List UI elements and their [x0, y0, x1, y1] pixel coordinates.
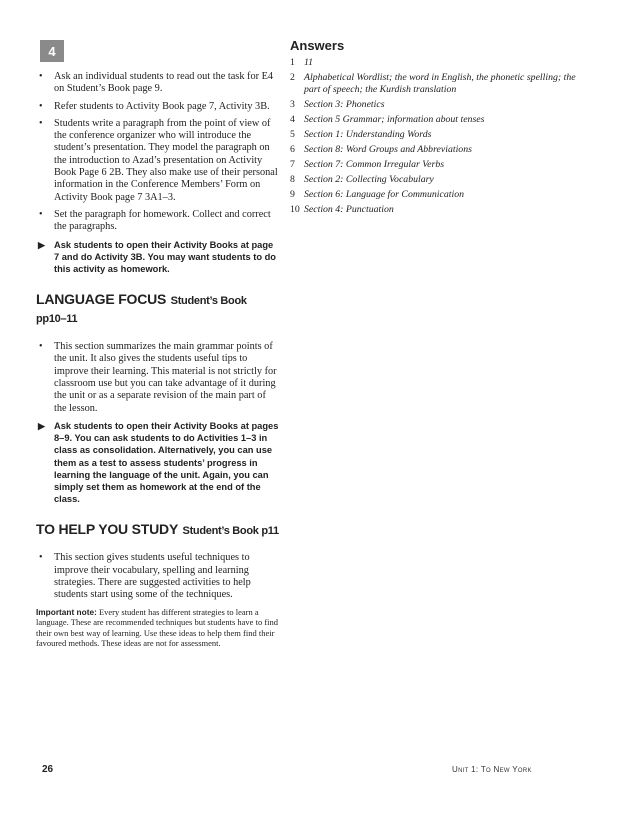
- bullet-text: This section summarizes the main grammar points of the unit. It also gives the students useful tips to improve their learning. This material is not strictly for classroom use but you can take advantage of it during the unit or as a separate revision of the main part of the lesson.: [54, 341, 277, 414]
- list-item: [290, 144, 590, 156]
- answer-number: 6: [290, 144, 295, 155]
- bullet-text: Set the paragraph for homework. Collect and correct the paragraphs.: [54, 208, 271, 233]
- page-number: 26: [42, 764, 54, 775]
- answer-text: Alphabetical Wordlist; the word in English, the phonetic spelling; the part of speech; the Kurdish translation: [304, 72, 576, 95]
- answer-text: Section 5 Grammar; information about tenses: [304, 114, 485, 125]
- language-focus-heading: [36, 291, 280, 327]
- language-focus-instruction: [36, 420, 280, 505]
- answer-number: 8: [290, 174, 295, 185]
- heading-text: TO HELP YOU STUDY: [36, 521, 179, 538]
- bullet-text: Students write a paragraph from the point of view of the conference organizer who will introduce the student’s presentation. They model the paragraph on the introduction to Azad’s presentation on Activity Book Page 6 2B. They also make use of their personal information in the Conference Members’ Form on Activity Book page 7 3A1–3.: [54, 117, 278, 203]
- answers-column: [290, 38, 590, 219]
- answer-number: 4: [290, 114, 295, 125]
- answer-number: 9: [290, 189, 295, 200]
- language-focus-section: [36, 291, 280, 505]
- heading-text: LANGUAGE FOCUS: [36, 291, 167, 308]
- bullet-text: This section gives students useful techniques to improve their vocabulary, spelling and learning strategies. There are suggested activities to help students start using some of the techniques.: [54, 552, 251, 601]
- heading-pages: pp10–11: [36, 313, 78, 326]
- bullet-icon: •: [39, 341, 43, 353]
- list-item: [36, 101, 280, 113]
- list-item: [290, 129, 590, 141]
- section-number-badge: 4: [40, 40, 64, 62]
- help-study-bullets: [36, 552, 280, 601]
- note-label: Important note:: [36, 606, 97, 617]
- answer-number: 3: [290, 99, 295, 110]
- bullet-icon: •: [39, 100, 43, 112]
- answer-text: Section 4: Punctuation: [304, 204, 394, 215]
- bullet-text: Refer students to Activity Book page 7, Activity 3B.: [54, 100, 270, 112]
- list-item: [290, 174, 590, 186]
- answer-number: 2: [290, 72, 295, 83]
- answer-number: 1: [290, 57, 295, 68]
- list-item: [36, 118, 280, 204]
- list-item: [290, 189, 590, 201]
- arrow-icon: ▶: [38, 239, 45, 250]
- left-column: [36, 40, 280, 649]
- answer-text: Section 2: Collecting Vocabulary: [304, 174, 434, 185]
- answer-text: Section 6: Language for Communication: [304, 189, 465, 200]
- running-footer: Unit 1: To New York: [452, 765, 532, 774]
- answers-title: Answers: [290, 38, 345, 53]
- answer-text: 11: [304, 57, 314, 68]
- bullet-icon: •: [39, 208, 43, 220]
- important-note: [36, 607, 280, 649]
- list-item: [36, 209, 280, 234]
- activity-book-instruction: [36, 239, 280, 276]
- answer-text: Section 8: Word Groups and Abbreviations: [304, 144, 472, 155]
- answer-text: Section 7: Common Irregular Verbs: [304, 159, 445, 170]
- answers-list: [290, 57, 590, 216]
- list-item: [290, 204, 590, 216]
- list-item: [290, 99, 590, 111]
- list-item: [290, 159, 590, 171]
- list-item: [290, 57, 590, 69]
- list-item: [290, 72, 590, 96]
- answer-text: Section 1: Understanding Words: [304, 129, 432, 140]
- note-text: Every student has different strategies to learn a language. These are recommended techniques but students have to find their own best way of learning. Use these ideas to help them find their favoured methods. These ideas are not for assessment.: [36, 606, 279, 649]
- list-item: [36, 552, 280, 601]
- instruction-text: Ask students to open their Activity Books at page 7 and do Activity 3B. You may want students to do this activity as homework.: [54, 239, 276, 274]
- answer-text: Section 3: Phonetics: [304, 99, 385, 110]
- bullet-list-activity: [36, 71, 280, 234]
- list-item: [36, 71, 280, 96]
- arrow-icon: ▶: [38, 420, 45, 431]
- bullet-icon: •: [39, 71, 43, 82]
- heading-suffix: Student’s Book p11: [182, 525, 279, 538]
- answer-number: 7: [290, 159, 295, 170]
- list-item: [36, 341, 280, 415]
- heading-suffix: Student’s Book: [170, 295, 247, 308]
- bullet-icon: •: [39, 552, 43, 564]
- help-study-heading: [36, 521, 280, 539]
- list-item: [290, 114, 590, 126]
- help-study-section: [36, 521, 280, 649]
- language-focus-bullets: [36, 341, 280, 415]
- bullet-text: Ask an individual students to read out the task for E4 on Student’s Book page 9.: [54, 71, 274, 95]
- answer-number: 5: [290, 129, 295, 140]
- bullet-icon: •: [39, 117, 43, 129]
- answer-number: 10: [290, 204, 300, 215]
- instruction-text: Ask students to open their Activity Books at pages 8–9. You can ask students to do Activities 1–3 in class as consolidation. Alternatively, you can use them as a test to assess students’ progress in learning the language of the unit. Again, you can simply set them as homework at the end of the class.: [54, 420, 279, 505]
